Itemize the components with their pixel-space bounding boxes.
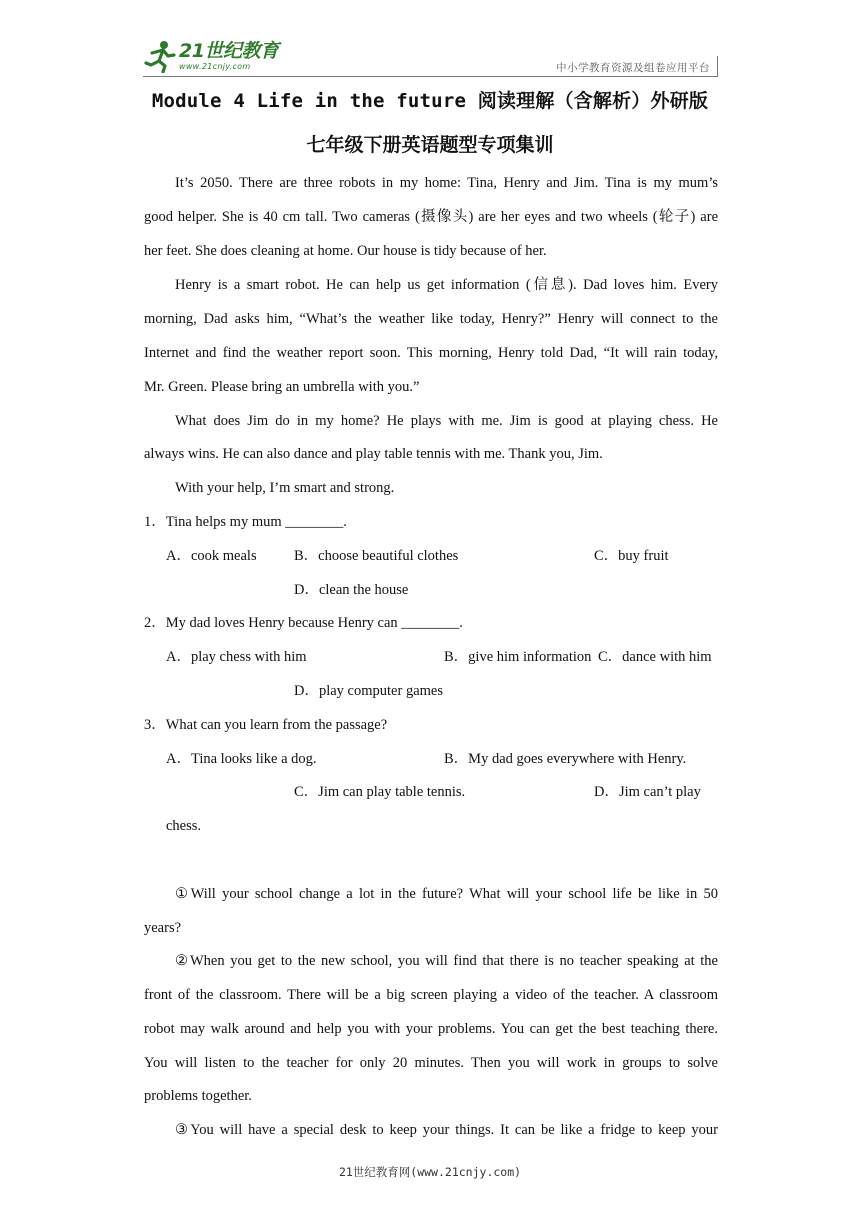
question-2-option-b: B．give him information	[444, 649, 592, 665]
header-divider-tick	[717, 56, 718, 76]
passage1-p3-line1: What does Jim do in my home? He plays with me. Jim is good at playing chess. He	[175, 413, 718, 429]
passage1-p1-line2: good helper. She is 40 cm tall. Two cameras (摄像头) are her eyes and two wheels (轮子) are	[144, 209, 718, 225]
question-3-stem: 3．What can you learn from the passage?	[144, 717, 388, 733]
question-1-option-d: D．clean the house	[294, 582, 409, 598]
passage2-p2-line3: robot may walk around and help you with your problems. You can get the best teaching there.	[144, 1021, 718, 1037]
site-logo	[143, 36, 278, 76]
passage1-p2-line3: Internet and find the weather report soon. This morning, Henry told Dad, “It will rain today,	[144, 345, 718, 361]
header-divider	[143, 76, 718, 77]
document-title: Module 4 Life in the future 阅读理解（含解析）外研版	[151, 90, 709, 112]
passage2-p2-line4: You will listen to the teacher for only 20 minutes. Then you will work in groups to solve	[144, 1055, 718, 1071]
header-tagline: 中小学教育资源及组卷应用平台	[556, 62, 710, 74]
passage2-p2-line1: ②When you get to the new school, you will find that there is no teacher speaking at the	[175, 953, 718, 969]
question-3-option-a: A．Tina looks like a dog.	[166, 751, 317, 767]
passage2-p3-line1: ③You will have a special desk to keep your things. It can be like a fridge to keep your	[175, 1122, 718, 1138]
page-header	[143, 36, 718, 76]
question-2-option-c: C．dance with him	[598, 649, 712, 665]
question-3-option-c: C．Jim can play table tennis.	[294, 784, 466, 800]
logo-title: 21世纪教育	[179, 39, 279, 62]
question-1-option-b: B．choose beautiful clothes	[294, 548, 459, 564]
passage2-p1-line1: ①Will your school change a lot in the future? What will your school life be like in 50	[175, 886, 718, 902]
question-3-option-b: B．My dad goes everywhere with Henry.	[444, 751, 687, 767]
question-3-option-d-continued: chess.	[166, 818, 202, 834]
logo-url: www.21cnjy.com	[179, 61, 251, 71]
passage1-p3-line2: always wins. He can also dance and play table tennis with me. Thank you, Jim.	[144, 446, 603, 462]
question-2-stem: 2．My dad loves Henry because Henry can ________.	[144, 615, 463, 631]
question-2-option-a: A．play chess with him	[166, 649, 307, 665]
passage2-p2-line5: problems together.	[144, 1088, 252, 1104]
passage1-p2-line4: Mr. Green. Please bring an umbrella with you.”	[144, 379, 420, 395]
question-1-stem: 1．Tina helps my mum ________.	[144, 514, 347, 530]
passage1-p1-line1: It’s 2050. There are three robots in my home: Tina, Henry and Jim. Tina is my mum’s	[175, 175, 718, 191]
document-subtitle: 七年级下册英语题型专项集训	[306, 134, 554, 156]
passage1-p2-line2: morning, Dad asks him, “What’s the weather like today, Henry?” Henry will connect to the	[144, 311, 718, 327]
passage2-p2-line2: front of the classroom. There will be a big screen playing a video of the teacher. A classroom	[144, 987, 718, 1003]
runner-logo-icon	[143, 39, 177, 73]
question-2-option-d: D．play computer games	[294, 683, 443, 699]
passage1-p4: With your help, I’m smart and strong.	[175, 480, 395, 496]
passage2-p1-line2: years?	[144, 920, 182, 936]
page-footer: 21世纪教育网(www.21cnjy.com)	[338, 1165, 522, 1179]
passage1-p2-line1: Henry is a smart robot. He can help us get information (信息). Dad loves him. Every	[175, 277, 718, 293]
passage1-p1-line3: her feet. She does cleaning at home. Our house is tidy because of her.	[144, 243, 547, 259]
question-1-option-a: A．cook meals	[166, 548, 257, 564]
question-1-option-c: C．buy fruit	[594, 548, 669, 564]
question-3-option-d: D．Jim can’t play	[594, 784, 701, 800]
